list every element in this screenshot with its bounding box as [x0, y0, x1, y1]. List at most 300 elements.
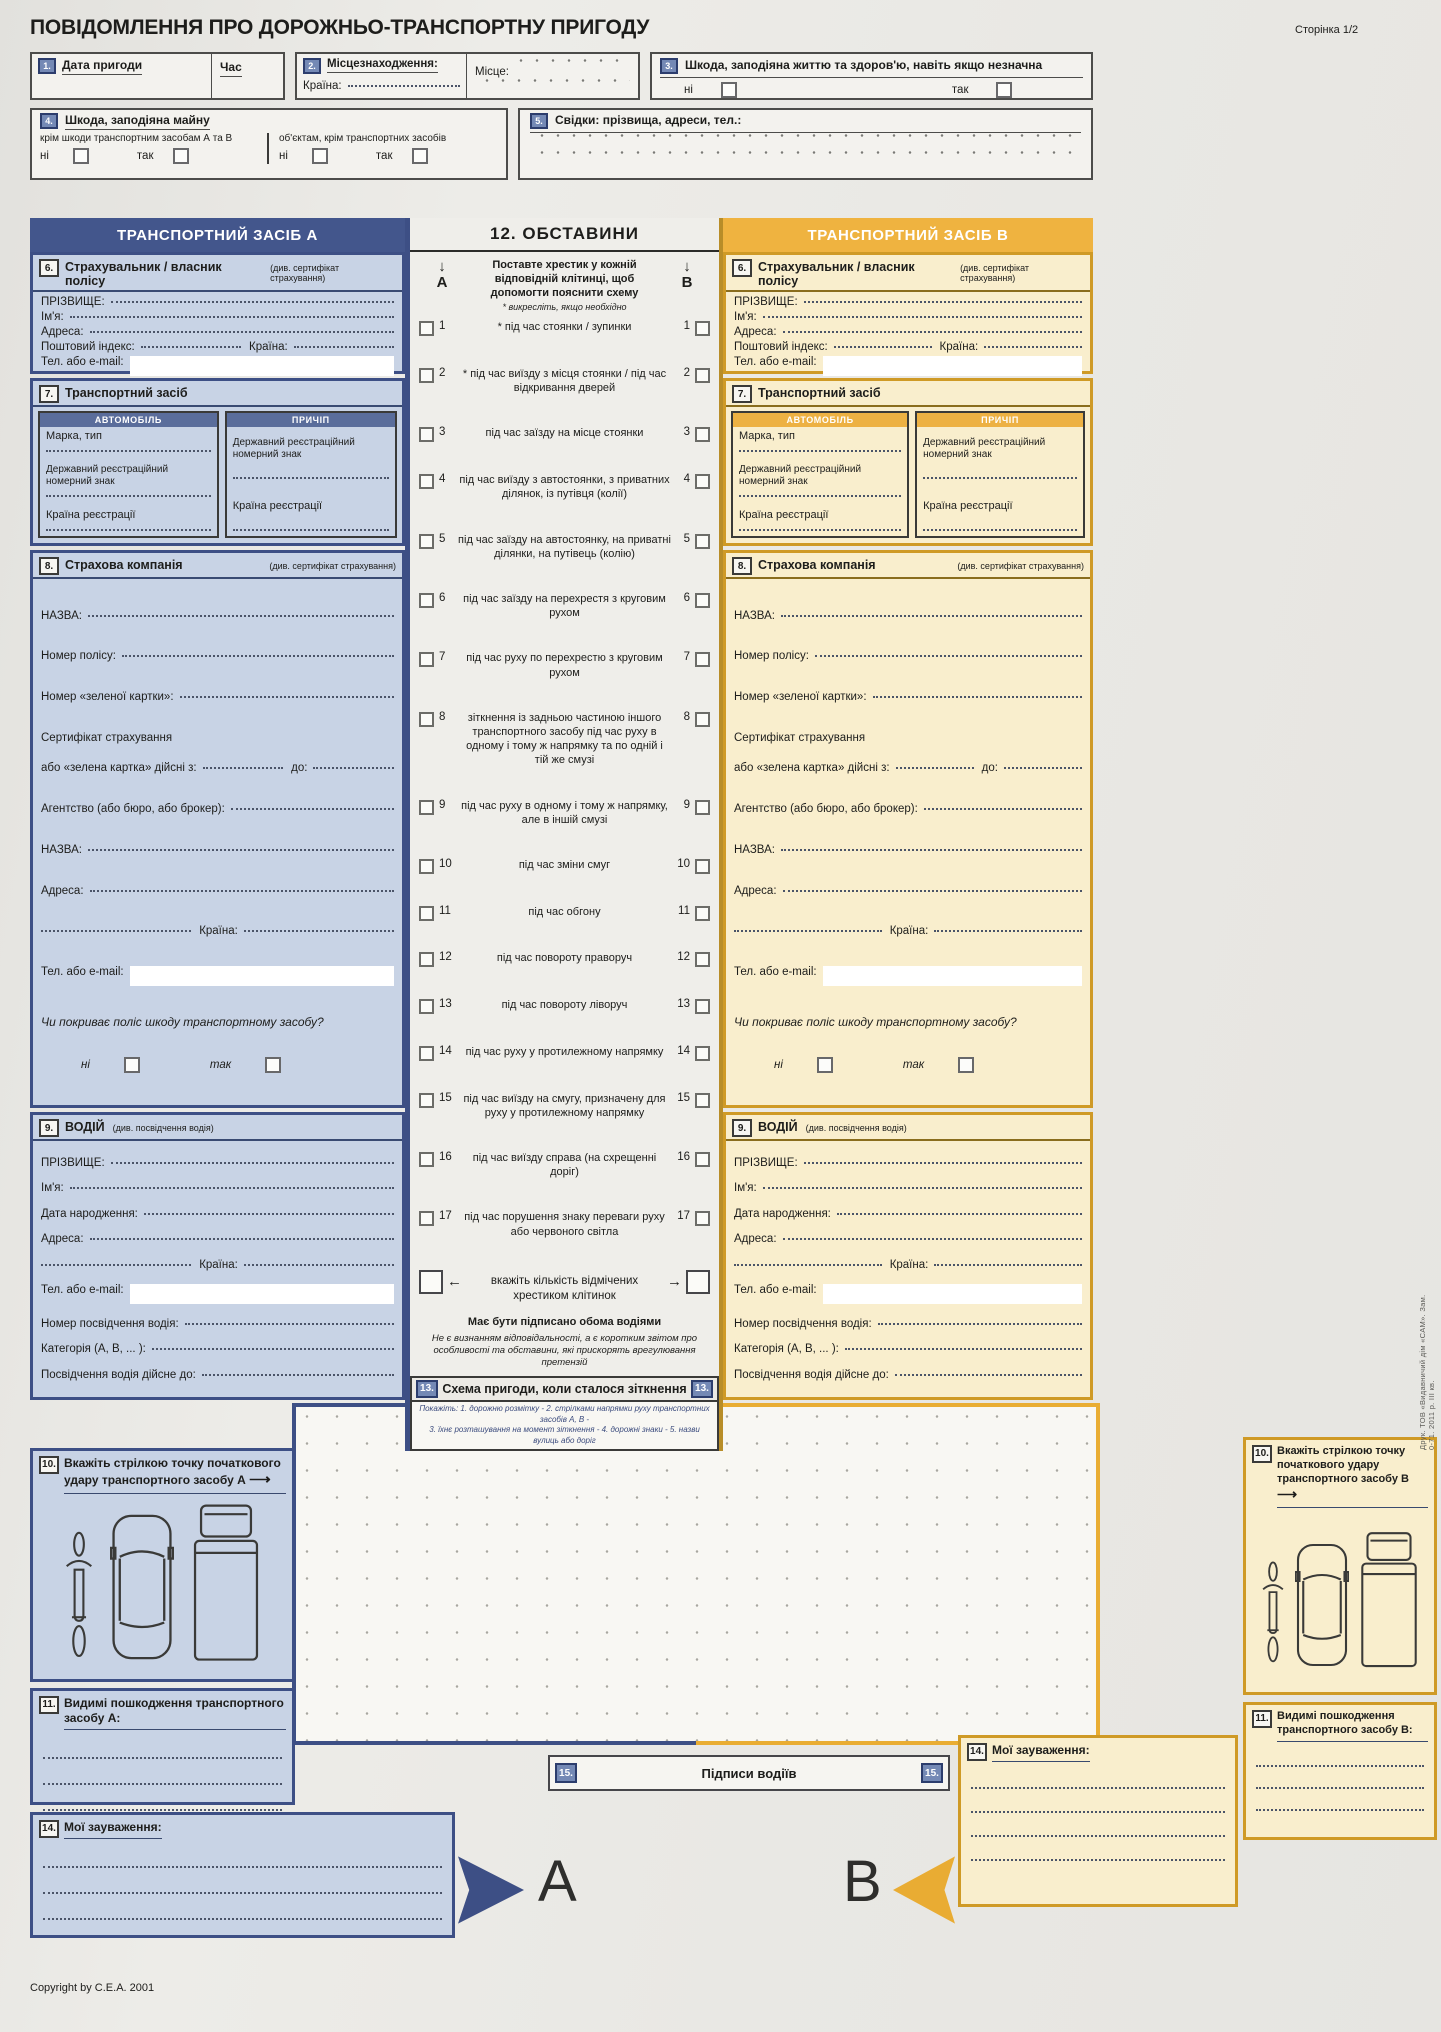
- circumstance-6-checkbox-b[interactable]: [695, 593, 710, 608]
- address-label: Адреса:: [734, 325, 777, 338]
- circumstance-12-checkbox-a[interactable]: [419, 952, 434, 967]
- circumstance-row: [419, 367, 710, 396]
- postcode-label: Поштовий індекс:: [734, 340, 828, 353]
- agency-label: Агентство (або бюро, або брокер):: [734, 803, 918, 816]
- driver-country-input[interactable]: [934, 1264, 1082, 1266]
- circumstance-8-checkbox-b[interactable]: [695, 712, 710, 727]
- circumstance-number: 11: [678, 904, 690, 917]
- injuries-yes-checkbox[interactable]: [996, 82, 1012, 98]
- category-input[interactable]: [845, 1348, 1082, 1350]
- printer-note: Друк. ТОВ «Видавничий дім «САМ». Зам. 0-71. 2011 р. ІІІ кв.: [1418, 1294, 1436, 1450]
- agency-country-input[interactable]: [934, 930, 1082, 932]
- remarks-b-line2[interactable]: [971, 1789, 1225, 1813]
- circumstance-number: 17: [439, 1210, 452, 1223]
- section8a-title: Страхова компанія: [65, 557, 183, 572]
- circumstance-number: 8: [439, 710, 446, 723]
- address-label: Адреса:: [41, 325, 84, 338]
- circumstance-row: [419, 320, 710, 336]
- circumstance-row: [419, 1151, 710, 1180]
- reg-label: Державний реєстраційний номерний знак: [739, 463, 862, 487]
- insurer-name-input[interactable]: [781, 615, 1082, 617]
- circumstance-text: під час зміни смуг: [518, 858, 611, 871]
- driver-tel-label: Тел. або e-mail:: [41, 1284, 124, 1296]
- damage-left-no-label: ні: [40, 149, 49, 162]
- section6-vehicle-a: [30, 252, 405, 374]
- address-input[interactable]: [90, 331, 394, 333]
- country-input[interactable]: [984, 346, 1082, 348]
- covers-no-checkbox[interactable]: [817, 1057, 833, 1073]
- driver-tel-input[interactable]: [823, 1284, 1082, 1304]
- circumstance-number: 15: [677, 1091, 690, 1104]
- agency-address-label: Адреса:: [41, 884, 84, 897]
- circumstance-13-checkbox-a[interactable]: [419, 999, 434, 1014]
- insurer-tel-label: Тел. або e-mail:: [41, 965, 124, 978]
- insurer-name-label: НАЗВА:: [734, 609, 775, 622]
- agency-address-input[interactable]: [783, 890, 1082, 892]
- license-valid-input[interactable]: [202, 1374, 394, 1376]
- section6b-title: Страхувальник / власник полісу: [758, 259, 915, 288]
- copyright: Copyright by C.E.A. 2001: [30, 1982, 155, 1994]
- circumstance-text: під час заїзду на перехрестя з круговим рухом: [463, 592, 666, 620]
- driver-address-input[interactable]: [90, 1238, 394, 1240]
- postcode-input[interactable]: [834, 346, 932, 348]
- tel-input[interactable]: [823, 356, 1082, 376]
- make-input[interactable]: [46, 450, 211, 452]
- down-arrow-icon-b: ↓: [683, 258, 691, 275]
- driver-birth-input[interactable]: [144, 1213, 394, 1215]
- circumstance-number: 3: [683, 426, 690, 439]
- country-input-line[interactable]: [348, 85, 460, 87]
- driver-address-input[interactable]: [783, 1238, 1082, 1240]
- damage-left-no-checkbox[interactable]: [73, 148, 89, 164]
- agency-name-label: НАЗВА:: [41, 843, 82, 856]
- section11b-number-badge: 11.: [1252, 1710, 1272, 1728]
- circumstance-5-checkbox-b[interactable]: [695, 534, 710, 549]
- circumstance-11-checkbox-b[interactable]: [695, 906, 710, 921]
- circumstance-row: [419, 799, 710, 828]
- place-input-area[interactable]: [509, 58, 630, 75]
- circumstance-list: [410, 312, 719, 1308]
- license-valid-input[interactable]: [895, 1374, 1082, 1376]
- reg-label: Державний реєстраційний номерний знак: [46, 463, 169, 487]
- green-card-input[interactable]: [873, 696, 1082, 698]
- damage-b-line3[interactable]: [1256, 1789, 1424, 1811]
- driver-b-arrow-icon: [893, 1848, 955, 1932]
- circumstance-4-checkbox-a[interactable]: [419, 474, 434, 489]
- reg-country-input[interactable]: [739, 529, 901, 531]
- tel-input[interactable]: [130, 356, 394, 376]
- make-label: Марка, тип: [46, 430, 102, 442]
- license-input[interactable]: [878, 1323, 1082, 1325]
- license-label: Номер посвідчення водія:: [734, 1317, 872, 1330]
- cert-to-label: до:: [291, 762, 308, 775]
- country-input[interactable]: [294, 346, 394, 348]
- field5-number-badge: 5.: [530, 113, 548, 129]
- impact-point-a-label: Вкажіть стрілкою точку початкового удару транспортного засобу А: [64, 1456, 281, 1487]
- car-subheader: АВТОМОБІЛЬ: [40, 413, 217, 427]
- tel-label: Тел. або e-mail:: [41, 355, 124, 368]
- circumstances-column: [405, 218, 723, 1451]
- license-input[interactable]: [185, 1323, 394, 1325]
- damage-right-no-label: ні: [279, 149, 288, 162]
- circumstance-text: під час порушення знаку переваги руху або червоного світла: [464, 1211, 665, 1238]
- circumstance-1-checkbox-a[interactable]: [419, 321, 434, 336]
- cert-label2: або «зелена картка» дійсні з:: [41, 762, 197, 775]
- section7-vehicle-b: [723, 378, 1093, 546]
- remarks-b-line4[interactable]: [971, 1837, 1225, 1861]
- circumstance-16-checkbox-a[interactable]: [419, 1152, 434, 1167]
- damage-a-line2[interactable]: [43, 1759, 282, 1785]
- motorcycle-icon: [1261, 1559, 1285, 1669]
- section9-vehicle-b: [723, 1112, 1093, 1400]
- name-label: Ім'я:: [734, 311, 757, 324]
- cert-label1: Сертифікат страхування: [734, 731, 866, 744]
- truck-icon: [190, 1503, 262, 1663]
- driver-address2-input[interactable]: [41, 1264, 191, 1266]
- damage-a-line3[interactable]: [43, 1785, 282, 1811]
- driver-birth-input[interactable]: [837, 1213, 1082, 1215]
- circumstance-15-checkbox-b[interactable]: [695, 1093, 710, 1108]
- damage-left-yes-checkbox[interactable]: [173, 148, 189, 164]
- car-icon: [1295, 1541, 1349, 1669]
- circumstance-number: 5: [439, 532, 446, 545]
- circumstance-17-checkbox-b[interactable]: [695, 1211, 710, 1226]
- section8-vehicle-a: [30, 550, 405, 1108]
- covers-yes-checkbox[interactable]: [958, 1057, 974, 1073]
- driver-name-input[interactable]: [763, 1187, 1082, 1189]
- damage-objects-label: об'єктам, крім транспортних засобів: [279, 133, 447, 144]
- agency-address2-input[interactable]: [734, 930, 882, 932]
- circumstance-text: під час виїзду з автостоянки, з приватних ділянок, із путівця (колії): [459, 474, 670, 501]
- circumstance-number: 10: [677, 857, 690, 870]
- agency-input[interactable]: [924, 808, 1082, 810]
- name-label: Ім'я:: [41, 311, 64, 324]
- visible-damage-b-label: Видимі пошкодження транспортного засобу В:: [1277, 1710, 1428, 1742]
- circumstance-text: під час обгону: [528, 905, 601, 918]
- circumstance-number: 7: [439, 651, 446, 664]
- remarks-a-line3[interactable]: [43, 1894, 442, 1920]
- cert-to-label: до:: [981, 762, 998, 775]
- name-input[interactable]: [70, 316, 394, 318]
- truck-icon: [1359, 1531, 1419, 1669]
- circumstance-row: [419, 1045, 710, 1061]
- count-box-b[interactable]: [686, 1270, 710, 1294]
- section6b-number-badge: 6.: [732, 259, 752, 277]
- remarks-b-line3[interactable]: [971, 1813, 1225, 1837]
- circumstance-9-checkbox-b[interactable]: [695, 800, 710, 815]
- circumstance-row: [419, 998, 710, 1014]
- circumstance-text: під час повороту праворуч: [496, 952, 633, 965]
- circumstance-row: [419, 651, 710, 680]
- circumstance-text: зіткнення із задньою частиною іншого транспортного засобу під час руху в одному і тому ж напрямку та по одній і тій же смузі: [466, 711, 663, 767]
- section6a-title: Страхувальник / власник полісу: [65, 259, 222, 288]
- circumstance-text: під час виїзду справа (на схрещенні доріг): [472, 1152, 657, 1179]
- green-card-label: Номер «зеленої картки»:: [41, 691, 174, 704]
- damage-a-line1[interactable]: [43, 1733, 282, 1759]
- section11a-number-badge: 11.: [39, 1696, 59, 1714]
- circumstance-row: [419, 426, 710, 442]
- circumstance-1-checkbox-b[interactable]: [695, 321, 710, 336]
- reg-country-input[interactable]: [46, 529, 211, 531]
- witnesses-input-line2[interactable]: [530, 150, 1081, 167]
- license-label: Номер посвідчення водія:: [41, 1317, 179, 1330]
- damage-right-yes-checkbox[interactable]: [412, 148, 428, 164]
- sketch-legend-line1: Покажіть: 1. дорожню розмітку - 2. стрілками напрямки руху транспортних засобів А, В -: [419, 1403, 710, 1424]
- signatures-bar: [548, 1755, 950, 1791]
- circumstance-11-checkbox-a[interactable]: [419, 906, 434, 921]
- count-row: [419, 1270, 710, 1304]
- remarks-a-label: Мої зауваження:: [64, 1820, 162, 1839]
- category-input[interactable]: [152, 1348, 394, 1350]
- section6-vehicle-b: [723, 252, 1093, 374]
- agency-name-input[interactable]: [781, 849, 1082, 851]
- cert-label2: або «зелена картка» дійсні з:: [734, 762, 890, 775]
- circumstance-7-checkbox-a[interactable]: [419, 652, 434, 667]
- field1-number-badge: 1.: [38, 58, 56, 74]
- column-a-label: А: [436, 273, 448, 291]
- circumstance-14-checkbox-a[interactable]: [419, 1046, 434, 1061]
- circumstance-10-checkbox-a[interactable]: [419, 859, 434, 874]
- policy-input[interactable]: [122, 655, 394, 657]
- time-label: Час: [220, 60, 242, 77]
- trailer-reg-input[interactable]: [923, 477, 1077, 479]
- circumstance-number: 7: [683, 651, 690, 664]
- circumstance-13-checkbox-b[interactable]: [695, 999, 710, 1014]
- country-label: Країна:: [249, 340, 288, 353]
- damage-right-no-checkbox[interactable]: [312, 148, 328, 164]
- circumstance-5-checkbox-a[interactable]: [419, 534, 434, 549]
- circumstance-15-checkbox-a[interactable]: [419, 1093, 434, 1108]
- covers-question: Чи покриває поліс шкоду транспортному засобу?: [41, 1014, 324, 1029]
- section7b-number-badge: 7.: [732, 385, 752, 403]
- policy-label: Номер полісу:: [41, 650, 116, 663]
- section9-vehicle-a: [30, 1112, 405, 1400]
- circumstance-number: 1: [439, 320, 446, 333]
- remarks-a-line1[interactable]: [43, 1842, 442, 1868]
- circumstance-16-checkbox-b[interactable]: [695, 1152, 710, 1167]
- circumstance-text: під час руху по перехрестю з круговим рухом: [466, 652, 663, 679]
- circumstance-number: 9: [439, 798, 446, 811]
- circumstance-text: * під час виїзду з місця стоянки / під час відкривання дверей: [462, 368, 667, 395]
- reg-input[interactable]: [739, 495, 901, 497]
- driver-country-label: Країна:: [199, 1258, 238, 1271]
- driver-name-label: Ім'я:: [734, 1182, 757, 1194]
- sketch-area[interactable]: [292, 1403, 1100, 1745]
- page-title: ПОВІДОМЛЕННЯ ПРО ДОРОЖНЬО-ТРАНСПОРТНУ ПРИГОДУ: [30, 16, 650, 39]
- postcode-input[interactable]: [141, 346, 241, 348]
- insurer-name-input[interactable]: [88, 615, 394, 617]
- address-input[interactable]: [783, 331, 1082, 333]
- driver-tel-input[interactable]: [130, 1284, 394, 1304]
- agency-name-input[interactable]: [88, 849, 394, 851]
- trailer-reg-country-input[interactable]: [233, 529, 389, 531]
- field-property-damage: [30, 108, 508, 180]
- circumstance-12-checkbox-b[interactable]: [695, 952, 710, 967]
- circumstance-number: 16: [439, 1151, 452, 1164]
- cert-to-input[interactable]: [1004, 767, 1082, 769]
- circumstance-7-checkbox-b[interactable]: [695, 652, 710, 667]
- circumstance-3-checkbox-b[interactable]: [695, 427, 710, 442]
- green-card-input[interactable]: [180, 696, 394, 698]
- circumstance-4-checkbox-b[interactable]: [695, 474, 710, 489]
- category-label: Категорія (А, В, ... ):: [41, 1343, 146, 1355]
- reg-country-label: Країна реєстрації: [46, 509, 136, 522]
- section10b-number-badge: 10.: [1252, 1445, 1272, 1463]
- circumstance-number: 11: [439, 904, 451, 917]
- surname-input[interactable]: [804, 301, 1082, 303]
- cert-to-input[interactable]: [313, 767, 394, 769]
- injuries-no-checkbox[interactable]: [721, 82, 737, 98]
- insurer-tel-input[interactable]: [823, 966, 1082, 986]
- field3-number-badge: 3.: [660, 58, 678, 74]
- circumstances-title: 12. ОБСТАВИНИ: [410, 218, 719, 252]
- trailer-reg-country-label: Країна реєстрації: [232, 500, 323, 513]
- injuries-label: Шкода, заподіяна життю та здоров'ю, навіть якщо незначна: [685, 58, 1043, 72]
- section7a-number-badge: 7.: [39, 385, 59, 403]
- trailer-reg-input[interactable]: [233, 477, 389, 479]
- surname-label: ПРІЗВИЩЕ:: [734, 296, 798, 309]
- circumstance-9-checkbox-a[interactable]: [419, 800, 434, 815]
- driver-country-input[interactable]: [244, 1264, 394, 1266]
- witnesses-input-line1[interactable]: [530, 133, 1081, 150]
- reg-input[interactable]: [46, 495, 211, 497]
- circumstance-row: [419, 858, 710, 874]
- field-witnesses: [518, 108, 1093, 180]
- signatures-title: Підписи водіїв: [701, 1765, 797, 1781]
- circumstance-text: під час руху у протилежному напрямку: [465, 1045, 664, 1058]
- field-injuries: [650, 52, 1093, 100]
- agency-name-label: НАЗВА:: [734, 843, 775, 856]
- section13-number-badge-left: 13.: [416, 1380, 438, 1398]
- driver-address2-input[interactable]: [734, 1264, 882, 1266]
- tel-label: Тел. або e-mail:: [734, 355, 817, 368]
- section9a-title: ВОДІЙ: [65, 1119, 105, 1134]
- agency-address-input[interactable]: [90, 890, 394, 892]
- category-label: Категорія (А, В, ... ):: [734, 1343, 839, 1355]
- make-input[interactable]: [739, 450, 901, 452]
- policy-label: Номер полісу:: [734, 650, 809, 663]
- circumstance-17-checkbox-a[interactable]: [419, 1211, 434, 1226]
- count-box-a[interactable]: [419, 1270, 443, 1294]
- driver-surname-input[interactable]: [111, 1162, 394, 1164]
- driver-country-label: Країна:: [889, 1258, 929, 1271]
- circumstance-number: 5: [683, 532, 690, 545]
- circumstance-number: 12: [439, 951, 452, 964]
- circumstance-3-checkbox-a[interactable]: [419, 427, 434, 442]
- circumstance-row: [419, 533, 710, 562]
- driver-name-input[interactable]: [70, 1187, 394, 1189]
- circumstance-number: 13: [677, 998, 690, 1011]
- remarks-b-line1[interactable]: [971, 1765, 1225, 1789]
- trailer-reg-country-input[interactable]: [923, 529, 1077, 531]
- make-label: Марка, тип: [739, 430, 795, 442]
- policy-input[interactable]: [815, 655, 1082, 657]
- section14-vehicle-a: [30, 1812, 455, 1938]
- driver-surname-input[interactable]: [804, 1162, 1082, 1164]
- damage-b-line2[interactable]: [1256, 1767, 1424, 1789]
- circumstance-text: під час руху в одному і тому ж напрямку, але в іншій смузі: [461, 799, 668, 826]
- circumstance-number: 15: [439, 1091, 452, 1104]
- place-input-area2[interactable]: [475, 78, 630, 95]
- driver-surname-label: ПРІЗВИЩЕ:: [734, 1156, 798, 1169]
- long-right-arrow-icon: ⟶: [249, 1471, 271, 1488]
- license-valid-label: Посвідчення водія дійсне до:: [734, 1368, 889, 1381]
- vehicle-pictograms-b[interactable]: [1246, 1511, 1434, 1669]
- field2-number-badge: 2.: [303, 58, 321, 74]
- covers-no-label: ні: [774, 1059, 783, 1072]
- section8b-hint: (див. сертифікат страхування): [957, 560, 1084, 571]
- signature-b-letter[interactable]: В: [843, 1849, 882, 1914]
- circumstance-6-checkbox-a[interactable]: [419, 593, 434, 608]
- postcode-label: Поштовий індекс:: [41, 340, 135, 353]
- reg-country-label: Країна реєстрації: [739, 509, 829, 522]
- insurer-tel-input[interactable]: [130, 966, 394, 986]
- damage-b-line1[interactable]: [1256, 1745, 1424, 1767]
- driver-surname-label: ПРІЗВИЩЕ:: [41, 1156, 105, 1169]
- section7b-title: Транспортний засіб: [758, 385, 881, 400]
- cert-from-input[interactable]: [203, 767, 284, 769]
- circumstance-number: 1: [683, 320, 690, 333]
- name-input[interactable]: [763, 316, 1082, 318]
- page-number: Сторінка 1/2: [1295, 24, 1359, 36]
- vehicle-pictograms-a[interactable]: [33, 1497, 292, 1663]
- surname-input[interactable]: [111, 301, 394, 303]
- trailer-reg-label: Державний реєстраційний номерний знак: [232, 437, 355, 460]
- must-be-signed-note: Має бути підписано обома водіями: [467, 1315, 662, 1328]
- signature-a-letter[interactable]: А: [538, 1849, 577, 1914]
- section14a-number-badge: 14.: [39, 1820, 59, 1838]
- circumstance-2-checkbox-a[interactable]: [419, 368, 434, 383]
- agency-input[interactable]: [231, 808, 394, 810]
- agency-country-input[interactable]: [244, 930, 394, 932]
- covers-no-label: ні: [81, 1059, 90, 1072]
- strike-out-note: * викресліть, якщо необхідно: [502, 302, 627, 313]
- witnesses-label: Свідки: прізвища, адреси, тел.:: [555, 113, 742, 127]
- covers-yes-checkbox[interactable]: [265, 1057, 281, 1073]
- insurer-tel-label: Тел. або e-mail:: [734, 965, 817, 978]
- section10a-number-badge: 10.: [39, 1456, 59, 1474]
- cert-from-input[interactable]: [896, 767, 974, 769]
- circumstance-14-checkbox-b[interactable]: [695, 1046, 710, 1061]
- driver-a-arrow-icon: [458, 1848, 524, 1932]
- impact-point-b-label: Вкажіть стрілкою точку початкового удару транспортного засобу В: [1277, 1445, 1409, 1485]
- circumstance-row: [419, 1092, 710, 1121]
- agency-address2-input[interactable]: [41, 930, 191, 932]
- trailer-reg-label: Державний реєстраційний номерний знак: [923, 437, 1046, 460]
- driver-address-label: Адреса:: [41, 1233, 84, 1245]
- covers-yes-label: так: [209, 1059, 232, 1072]
- surname-label: ПРІЗВИЩЕ:: [41, 296, 105, 309]
- circumstance-number: 17: [677, 1210, 690, 1223]
- remarks-a-line2[interactable]: [43, 1868, 442, 1894]
- insurer-name-label: НАЗВА:: [41, 609, 82, 622]
- circumstance-8-checkbox-a[interactable]: [419, 712, 434, 727]
- green-card-label: Номер «зеленої картки»:: [734, 691, 867, 704]
- circumstance-10-checkbox-b[interactable]: [695, 859, 710, 874]
- section6a-number-badge: 6.: [39, 259, 59, 277]
- damage-other-than-ab-label: крім шкоди транспортним засобам А та В: [40, 133, 233, 144]
- circumstance-2-checkbox-b[interactable]: [695, 368, 710, 383]
- country-label: Країна:: [939, 340, 979, 353]
- covers-no-checkbox[interactable]: [124, 1057, 140, 1073]
- trailer-reg-country-label: Країна реєстрації: [923, 500, 1013, 513]
- agency-country-label: Країна:: [889, 925, 929, 938]
- property-damage-label: Шкода, заподіяна майну: [65, 113, 210, 130]
- section11-vehicle-a: [30, 1688, 295, 1805]
- circumstance-number: 16: [677, 1151, 690, 1164]
- damage-left-yes-label: так: [136, 149, 154, 162]
- sketch-border-a: [292, 1403, 696, 1745]
